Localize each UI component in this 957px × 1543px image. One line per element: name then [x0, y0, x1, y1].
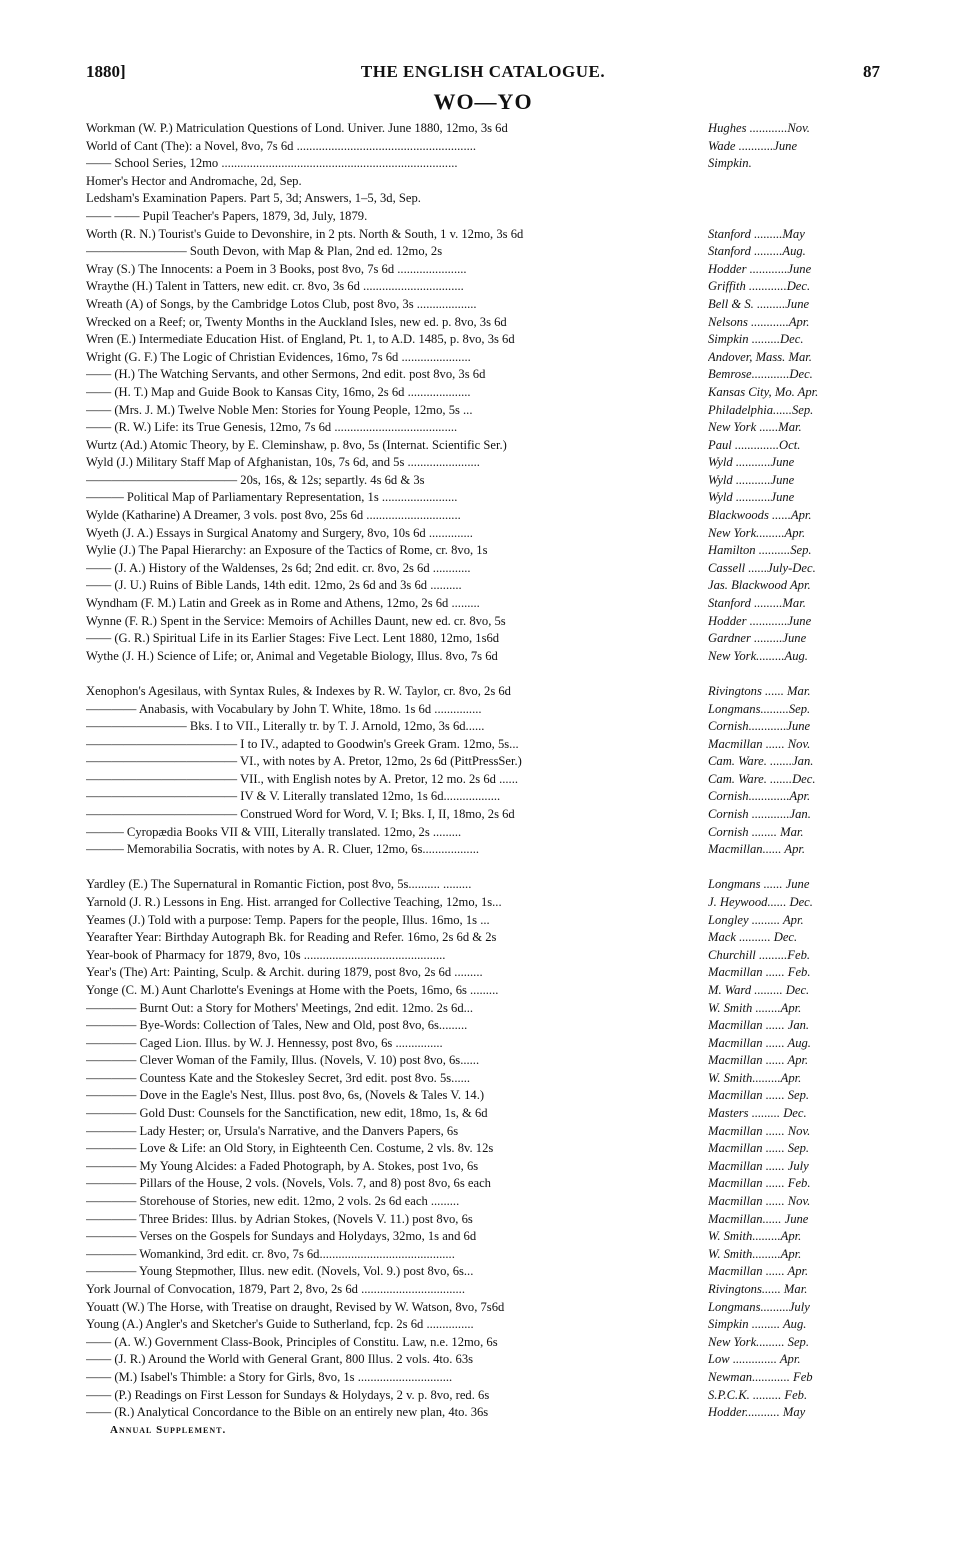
- entry-title: Xenophon's Agesilaus, with Syntax Rules, & Indexes by R. W. Taylor, cr. 8vo, 2s 6d: [86, 683, 511, 698]
- catalogue-entry: [86, 542, 880, 560]
- catalogue-entry: [86, 912, 880, 930]
- entry-title: ———— Love & Life: an Old Story, in Eighteenth Cen. Costume, 2 vls. 8v. 12s: [86, 1141, 494, 1156]
- running-header: [86, 62, 880, 92]
- catalogue-entry: [86, 349, 880, 367]
- entry-title: ———————— Bks. I to VII., Literally tr. by T. J. Arnold, 12mo, 3s 6d......: [86, 719, 485, 734]
- entry-title: Wreath (A) of Songs, by the Cambridge Lotos Club, post 8vo, 3s ...................: [86, 296, 477, 311]
- entry-publisher-date: Longley ......... Apr.: [708, 912, 804, 927]
- catalogue-entry: [86, 507, 880, 525]
- entry-title: ———————————— I to IV., adapted to Goodwin's Greek Gram. 12mo, 5s...: [86, 736, 519, 751]
- entry-publisher-date: Hodder ............June: [708, 613, 812, 628]
- entry-publisher-date: Wyld ...........June: [708, 490, 795, 505]
- entry-group: [86, 876, 880, 1421]
- entry-title: ———— Countess Kate and the Stokesley Secret, 3rd edit. post 8vo. 5s......: [86, 1070, 471, 1085]
- entry-title: ——— Political Map of Parliamentary Representation, 1s ........................: [86, 490, 458, 505]
- entry-title: ———— Dove in the Eagle's Nest, Illus. post 8vo, 6s, (Novels & Tales V. 14.): [86, 1088, 485, 1103]
- entry-title: ———— Verses on the Gospels for Sundays and Holydays, 32mo, 1s and 6d: [86, 1229, 477, 1244]
- section-heading: WO—YO: [433, 89, 533, 114]
- catalogue-entry: [86, 1017, 880, 1035]
- entry-publisher-date: W. Smith.........Apr.: [708, 1246, 802, 1261]
- entry-title: Wylde (Katharine) A Dreamer, 3 vols. post 8vo, 25s 6d ..............................: [86, 508, 461, 523]
- catalogue-entry: [86, 595, 880, 613]
- entry-title: ———— Lady Hester; or, Ursula's Narrative, and the Danvers Papers, 6s: [86, 1123, 459, 1138]
- entry-publisher-date: Rivingtons ...... Mar.: [708, 683, 811, 698]
- catalogue-entry: [86, 560, 880, 578]
- catalogue-entry: [86, 788, 880, 806]
- catalogue-entry: [86, 331, 880, 349]
- entry-publisher-date: Longmans.........Sep.: [708, 701, 811, 716]
- entry-title: ———— My Young Alcides: a Faded Photograph, by A. Stokes, post 1vo, 6s: [86, 1158, 479, 1173]
- entry-title: ———— Bye-Words: Collection of Tales, New and Old, post 8vo, 6s.........: [86, 1018, 468, 1033]
- catalogue-entry: [86, 173, 880, 191]
- catalogue-entry: [86, 454, 880, 472]
- entry-publisher-date: M. Ward ......... Dec.: [708, 982, 810, 997]
- entry-publisher-date: Longmans.........July: [708, 1299, 810, 1314]
- entry-title: Year-book of Pharmacy for 1879, 8vo, 10s .............................................: [86, 947, 446, 962]
- entry-title: ———— Young Stepmother, Illus. new edit. (Novels, Vol. 9.) post 8vo, 6s...: [86, 1264, 474, 1279]
- entry-title: Wylie (J.) The Papal Hierarchy: an Exposure of the Tactics of Rome, cr. 8vo, 1s: [86, 543, 488, 558]
- catalogue-entry: [86, 648, 880, 666]
- entry-title: ———— Storehouse of Stories, new edit. 12mo, 2 vols. 2s 6d each .........: [86, 1194, 460, 1209]
- entry-title: ———————— South Devon, with Map & Plan, 2nd ed. 12mo, 2s: [86, 244, 443, 259]
- entry-publisher-date: Hughes ............Nov.: [708, 121, 810, 135]
- catalogue-entry: [86, 841, 880, 859]
- entry-title: —— (M.) Isabel's Thimble: a Story for Girls, 8vo, 1s ..............................: [86, 1369, 453, 1384]
- entry-publisher-date: W. Smith ........Apr.: [708, 1000, 802, 1015]
- entry-publisher-date: Macmillan ...... Feb.: [708, 965, 811, 980]
- catalogue-entry: [86, 1387, 880, 1405]
- catalogue-entry: [86, 278, 880, 296]
- entry-title: Homer's Hector and Andromache, 2d, Sep.: [86, 173, 302, 188]
- entry-title: —— School Series, 12mo ...........................................................................: [86, 156, 458, 171]
- entry-title: Wynne (F. R.) Spent in the Service: Memoirs of Achilles Daunt, new ed. cr. 8vo, 5s: [86, 613, 506, 628]
- entry-publisher-date: Longmans ...... June: [708, 877, 810, 892]
- catalogue-entry: [86, 947, 880, 965]
- catalogue-entry: [86, 964, 880, 982]
- entry-title: Yonge (C. M.) Aunt Charlotte's Evenings at Home with the Poets, 16mo, 6s .........: [86, 982, 499, 997]
- catalogue-entry: [86, 226, 880, 244]
- catalogue-entry: [86, 1334, 880, 1352]
- entry-publisher-date: W. Smith.........Apr.: [708, 1070, 802, 1085]
- entry-publisher-date: Macmillan...... June: [708, 1211, 809, 1226]
- catalogue-entry: [86, 736, 880, 754]
- entry-title: —— (R.) Analytical Concordance to the Bible on an entirely new plan, 4to. 36s: [86, 1405, 489, 1420]
- entry-title: Wright (G. F.) The Logic of Christian Evidences, 16mo, 7s 6d ......................: [86, 349, 471, 364]
- catalogue-entry: [86, 120, 880, 138]
- catalogue-entry: [86, 437, 880, 455]
- entry-title: ———— Burnt Out: a Story for Mothers' Meetings, 2nd edit. 12mo. 2s 6d...: [86, 1000, 474, 1015]
- entry-publisher-date: [708, 208, 880, 226]
- catalogue-entry: [86, 753, 880, 771]
- catalogue-entry: [86, 613, 880, 631]
- entry-publisher-date: [708, 190, 880, 208]
- entry-publisher-date: Cornish.............Apr.: [708, 789, 811, 804]
- entry-title: ———— Gold Dust: Counsels for the Sanctification, new edit, 18mo, 1s, & 6d: [86, 1106, 488, 1121]
- entry-title: —— (J. R.) Around the World with General Grant, 800 Illus. 2 vols. 4to. 63s: [86, 1352, 474, 1367]
- entry-publisher-date: Blackwoods ......Apr.: [708, 508, 812, 523]
- entry-publisher-date: Cam. Ware. .......Dec.: [708, 771, 816, 786]
- entry-publisher-date: Low .............. Apr.: [708, 1352, 801, 1367]
- entry-publisher-date: Macmillan ...... Apr.: [708, 1264, 809, 1279]
- entry-publisher-date: Hodder........... May: [708, 1405, 806, 1420]
- group-separator: [86, 859, 880, 877]
- entry-title: Year's (The) Art: Painting, Sculp. & Archit. during 1879, post 8vo, 2s 6d .........: [86, 965, 483, 980]
- catalogue-entry: [86, 1263, 880, 1281]
- catalogue-entry: [86, 314, 880, 332]
- entry-publisher-date: New York......... Sep.: [708, 1334, 809, 1349]
- entry-publisher-date: Nelsons ............Apr.: [708, 314, 810, 329]
- catalogue-entry: [86, 824, 880, 842]
- catalogue-entry: [86, 1123, 880, 1141]
- entry-publisher-date: Macmillan ...... Nov.: [708, 736, 811, 751]
- catalogue-entry: [86, 894, 880, 912]
- footer-note: Annual Supplement.: [110, 1423, 227, 1436]
- page-number: 87: [863, 62, 880, 81]
- entry-publisher-date: Simpkin ......... Aug.: [708, 1317, 807, 1332]
- entry-publisher-date: Macmillan ...... July: [708, 1158, 809, 1173]
- entry-title: ———— Womankind, 3rd edit. cr. 8vo, 7s 6d...........................................: [86, 1246, 455, 1261]
- entry-title: —— (Mrs. J. M.) Twelve Noble Men: Stories for Young People, 12mo, 5s ...: [86, 402, 473, 417]
- catalogue-entry: [86, 1404, 880, 1422]
- entry-title: Wrecked on a Reef; or, Twenty Months in the Auckland Isles, new ed. p. 8vo, 3s 6d: [86, 314, 507, 329]
- catalogue-entry: [86, 525, 880, 543]
- entry-publisher-date: Stanford .........Aug.: [708, 244, 806, 259]
- entry-title: ———— Anabasis, with Vocabulary by John T. White, 18mo. 1s 6d ...............: [86, 701, 482, 716]
- entry-publisher-date: S.P.C.K. ......... Feb.: [708, 1387, 808, 1402]
- catalogue-entry: [86, 982, 880, 1000]
- catalogue-entry: [86, 1175, 880, 1193]
- entry-title: —— (J. U.) Ruins of Bible Lands, 14th edit. 12mo, 2s 6d and 3s 6d ..........: [86, 578, 462, 593]
- catalogue-entry: [86, 366, 880, 384]
- entry-publisher-date: Andover, Mass. Mar.: [708, 349, 812, 364]
- entry-title: ——— Memorabilia Socratis, with notes by A. R. Cluer, 12mo, 6s..................: [86, 842, 480, 857]
- entry-publisher-date: Newman............ Feb: [708, 1369, 813, 1384]
- entry-publisher-date: Mack .......... Dec.: [708, 930, 798, 945]
- catalogue-entry: [86, 1228, 880, 1246]
- entry-title: World of Cant (The): a Novel, 8vo, 7s 6d .........................................................: [86, 138, 477, 153]
- entry-publisher-date: Griffith ............Dec.: [708, 279, 811, 294]
- entry-title: Yarnold (J. R.) Lessons in Eng. Hist. arranged for Collective Teaching, 12mo, 1s...: [86, 894, 502, 909]
- catalogue-entry: [86, 1351, 880, 1369]
- entry-publisher-date: Wyld ...........June: [708, 455, 795, 470]
- catalogue-entry: [86, 1281, 880, 1299]
- entry-title: Yearafter Year: Birthday Autograph Bk. for Reading and Refer. 16mo, 2s 6d & 2s: [86, 930, 497, 945]
- catalogue-entry: [86, 1246, 880, 1264]
- entry-publisher-date: Bell & S. .........June: [708, 296, 810, 311]
- catalogue-entry: [86, 296, 880, 314]
- entry-title: Wyndham (F. M.) Latin and Greek as in Rome and Athens, 12mo, 2s 6d .........: [86, 596, 480, 611]
- entry-publisher-date: Stanford .........May: [708, 226, 805, 241]
- catalogue-entry: [86, 208, 880, 226]
- catalogue-entry: [86, 419, 880, 437]
- catalogue-entry: [86, 929, 880, 947]
- entry-publisher-date: Macmillan ...... Nov.: [708, 1194, 811, 1209]
- catalogue-entry: [86, 1316, 880, 1334]
- entry-title: —— (H.) The Watching Servants, and other Sermons, 2nd edit. post 8vo, 3s 6d: [86, 367, 486, 382]
- entry-title: —— (G. R.) Spiritual Life in its Earlier Stages: Five Lect. Lent 1880, 12mo, 1s6d: [86, 631, 500, 646]
- entry-title: Youatt (W.) The Horse, with Treatise on draught, Revised by W. Watson, 8vo, 7s6d: [86, 1299, 505, 1314]
- catalogue-entry: [86, 806, 880, 824]
- entry-title: —— (J. A.) History of the Waldenses, 2s 6d; 2nd edit. cr. 8vo, 2s 6d ............: [86, 560, 471, 575]
- catalogue-entry: [86, 1211, 880, 1229]
- entry-publisher-date: New York ......Mar.: [708, 420, 802, 435]
- catalogue-entry: [86, 1105, 880, 1123]
- entry-title: ———————————— VII., with English notes by A. Pretor, 12 mo. 2s 6d ......: [86, 771, 518, 786]
- header-title: THE ENGLISH CATALOGUE.: [360, 62, 606, 81]
- entry-publisher-date: Macmillan ...... Feb.: [708, 1176, 811, 1191]
- catalogue-entry: [86, 1299, 880, 1317]
- entry-publisher-date: Wade ...........June: [708, 138, 798, 153]
- entry-publisher-date: Churchill .........Feb.: [708, 947, 811, 962]
- catalogue-entry: [86, 1035, 880, 1053]
- catalogue-entry: [86, 1087, 880, 1105]
- catalogue-entry: [86, 1158, 880, 1176]
- catalogue-entry: [86, 384, 880, 402]
- entry-publisher-date: Bemrose............Dec.: [708, 367, 813, 382]
- catalogue-entry: [86, 138, 880, 156]
- entry-publisher-date: Masters ......... Dec.: [708, 1106, 807, 1121]
- entry-title: —— (R. W.) Life: its True Genesis, 12mo, 7s 6d .......................................: [86, 420, 458, 435]
- catalogue-entry: [86, 718, 880, 736]
- entry-title: Wray (S.) The Innocents: a Poem in 3 Books, post 8vo, 7s 6d ......................: [86, 261, 467, 276]
- entry-title: Wyeth (J. A.) Essays in Surgical Anatomy and Surgery, 8vo, 10s 6d ..............: [86, 525, 473, 540]
- entry-publisher-date: New York.........Apr.: [708, 525, 806, 540]
- entry-publisher-date: Macmillan ...... Jan.: [708, 1018, 810, 1033]
- entry-title: Wythe (J. H.) Science of Life; or, Animal and Vegetable Biology, Illus. 8vo, 7s 6d: [86, 648, 498, 663]
- catalogue-entry: [86, 683, 880, 701]
- entry-group: [86, 683, 880, 859]
- entry-title: Wurtz (Ad.) Atomic Theory, by E. Cleminshaw, p. 8vo, 5s (Internat. Scientific Ser.): [86, 437, 507, 452]
- entry-publisher-date: Simpkin.: [708, 156, 752, 171]
- catalogue-page: [86, 62, 880, 1438]
- entry-title: ———————————— Construed Word for Word, V. I; Bks. I, II, 18mo, 2s 6d: [86, 807, 515, 822]
- entry-publisher-date: Rivingtons...... Mar.: [708, 1282, 808, 1296]
- catalogue-entry: [86, 243, 880, 261]
- entry-title: Wyld (J.) Military Staff Map of Afghanistan, 10s, 7s 6d, and 5s .......................: [86, 455, 480, 470]
- catalogue-entry: [86, 489, 880, 507]
- catalogue-entry: [86, 1140, 880, 1158]
- entry-title: Wren (E.) Intermediate Education Hist. of England, Pt. 1, to A.D. 1485, p. 8vo, 3s 6d: [86, 332, 515, 347]
- entry-title: Workman (W. P.) Matriculation Questions of Lond. Univer. June 1880, 12mo, 3s 6d: [86, 121, 508, 135]
- entry-publisher-date: New York.........Aug.: [708, 648, 808, 663]
- entry-publisher-date: J. Heywood...... Dec.: [708, 894, 813, 909]
- entry-publisher-date: Kansas City, Mo. Apr.: [708, 384, 819, 399]
- entry-title: ———— Clever Woman of the Family, Illus. (Novels, V. 10) post 8vo, 6s......: [86, 1053, 480, 1068]
- entry-publisher-date: Cornish ............Jan.: [708, 807, 811, 822]
- catalogue-entry: [86, 1369, 880, 1387]
- catalogue-entries: [86, 120, 880, 1422]
- entry-title: ———— Three Brides: Illus. by Adrian Stokes, (Novels V. 11.) post 8vo, 6s: [86, 1211, 473, 1226]
- entry-publisher-date: Macmillan ...... Sep.: [708, 1088, 810, 1103]
- entry-title: ———————————— VI., with notes by A. Pretor, 12mo, 2s 6d (PittPressSer.): [86, 754, 522, 769]
- entry-title: —— (P.) Readings on First Lesson for Sundays & Holydays, 2 v. p. 8vo, red. 6s: [86, 1387, 490, 1402]
- entry-title: ———————————— IV & V. Literally translated 12mo, 1s 6d..................: [86, 789, 501, 804]
- entry-title: —— (A. W.) Government Class-Book, Principles of Constitu. Law, n.e. 12mo, 6s: [86, 1334, 498, 1349]
- entry-publisher-date: Hamilton ..........Sep.: [708, 543, 812, 558]
- catalogue-entry: [86, 630, 880, 648]
- catalogue-entry: [86, 1000, 880, 1018]
- entry-publisher-date: Hodder ............June: [708, 261, 812, 276]
- group-separator: [86, 665, 880, 683]
- entry-title: ——— Cyropædia Books VII & VIII, Literally translated. 12mo, 2s .........: [86, 824, 462, 839]
- entry-title: Ledsham's Examination Papers. Part 5, 3d; Answers, 1–5, 3d, Sep.: [86, 191, 421, 206]
- catalogue-entry: [86, 1193, 880, 1211]
- catalogue-entry: [86, 190, 880, 208]
- entry-title: Yeames (J.) Told with a purpose: Temp. Papers for the people, Illus. 16mo, 1s ...: [86, 912, 490, 927]
- entry-publisher-date: Cassell ......July-Dec.: [708, 560, 816, 575]
- entry-publisher-date: Macmillan ...... Nov.: [708, 1123, 811, 1138]
- entry-publisher-date: Macmillan ...... Apr.: [708, 1053, 809, 1068]
- entry-title: —— —— Pupil Teacher's Papers, 1879, 3d, July, 1879.: [86, 208, 368, 223]
- entry-publisher-date: Macmillan...... Apr.: [708, 842, 806, 857]
- entry-publisher-date: Macmillan ...... Aug.: [708, 1035, 811, 1050]
- entry-publisher-date: Simpkin .........Dec.: [708, 332, 804, 347]
- entry-publisher-date: Wyld ...........June: [708, 472, 795, 487]
- entry-title: Worth (R. N.) Tourist's Guide to Devonshire, in 2 pts. North & South, 1 v. 12mo, 3s 6d: [86, 226, 524, 241]
- entry-publisher-date: Cornish ........ Mar.: [708, 824, 804, 839]
- catalogue-entry: [86, 1070, 880, 1088]
- entry-publisher-date: Macmillan ...... Sep.: [708, 1141, 810, 1156]
- entry-publisher-date: Gardner .........June: [708, 631, 807, 646]
- entry-title: ———— Pillars of the House, 2 vols. (Novels, Vols. 7, and 8) post 8vo, 6s each: [86, 1176, 491, 1191]
- entry-title: —— (H. T.) Map and Guide Book to Kansas City, 16mo, 2s 6d ....................: [86, 384, 471, 399]
- catalogue-entry: [86, 771, 880, 789]
- catalogue-entry: [86, 472, 880, 490]
- entry-publisher-date: Philadelphia......Sep.: [708, 402, 814, 417]
- entry-publisher-date: Cam. Ware. .......Jan.: [708, 754, 814, 769]
- entry-publisher-date: Paul ..............Oct.: [708, 437, 801, 452]
- entry-publisher-date: Stanford .........Mar.: [708, 596, 806, 611]
- entry-title: York Journal of Convocation, 1879, Part 2, 8vo, 2s 6d .................................: [86, 1282, 465, 1296]
- header-year: 1880]: [86, 62, 126, 81]
- entry-publisher-date: [708, 173, 880, 191]
- catalogue-entry: [86, 1052, 880, 1070]
- entry-group: [86, 120, 880, 665]
- catalogue-entry: [86, 402, 880, 420]
- catalogue-entry: [86, 155, 880, 173]
- entry-publisher-date: Cornish............June: [708, 719, 811, 734]
- catalogue-entry: [86, 876, 880, 894]
- catalogue-entry: [86, 577, 880, 595]
- entry-title: Yardley (E.) The Supernatural in Romantic Fiction, post 8vo, 5s.......... .........: [86, 877, 472, 892]
- catalogue-entry: [86, 701, 880, 719]
- entry-title: Wraythe (H.) Talent in Tatters, new edit. cr. 8vo, 3s 6d ................................: [86, 279, 464, 294]
- entry-title: ———————————— 20s, 16s, & 12s; separtly. 4s 6d & 3s: [86, 472, 425, 487]
- catalogue-entry: [86, 261, 880, 279]
- entry-publisher-date: W. Smith.........Apr.: [708, 1229, 802, 1244]
- entry-publisher-date: Jas. Blackwood Apr.: [708, 578, 811, 593]
- entry-title: ———— Caged Lion. Illus. by W. J. Hennessy, post 8vo, 6s ...............: [86, 1035, 443, 1050]
- entry-title: Young (A.) Angler's and Sketcher's Guide to Sutherland, fcp. 2s 6d ...............: [86, 1317, 474, 1332]
